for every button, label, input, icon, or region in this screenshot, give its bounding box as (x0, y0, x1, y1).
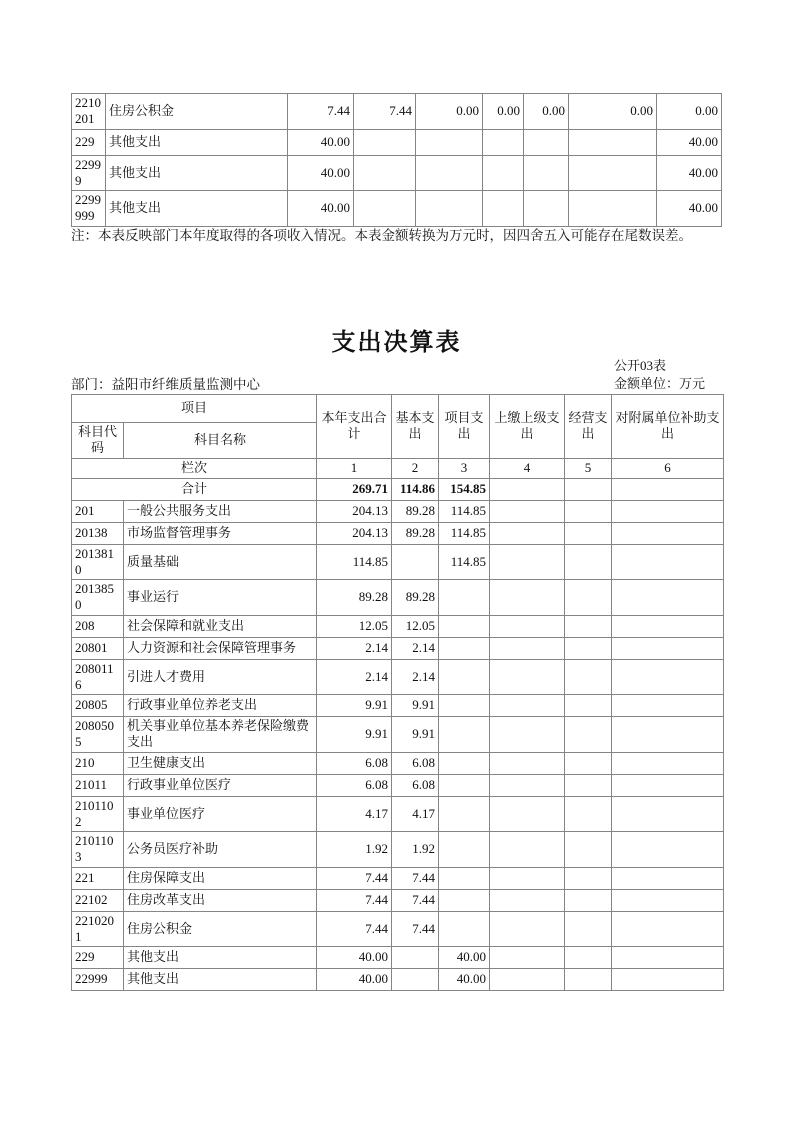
total-value-cell (612, 478, 724, 500)
header-project: 项目 (72, 395, 317, 423)
header-basic-expense: 基本支出 (392, 395, 439, 459)
value-cell (439, 637, 490, 659)
value-cell (439, 752, 490, 774)
value-cell (490, 695, 565, 717)
table-row (72, 695, 724, 717)
subject-name-cell: 其他支出 (124, 947, 317, 969)
value-cell (490, 615, 565, 637)
table-row (72, 796, 724, 832)
expenditure-table (71, 394, 724, 991)
total-label: 合计 (72, 478, 317, 500)
value-cell: 40.00 (288, 155, 354, 191)
value-cell (490, 522, 565, 544)
value-cell: 114.85 (439, 522, 490, 544)
subject-name-cell: 社会保障和就业支出 (124, 615, 317, 637)
value-cell (392, 544, 439, 580)
value-cell (565, 500, 612, 522)
value-cell: 7.44 (392, 889, 439, 911)
table-row (72, 659, 724, 695)
value-cell (612, 832, 724, 868)
subject-name-cell: 事业单位医疗 (124, 796, 317, 832)
value-cell (490, 580, 565, 616)
value-cell (612, 695, 724, 717)
value-cell (612, 544, 724, 580)
value-cell (490, 889, 565, 911)
value-cell: 9.91 (317, 695, 392, 717)
subject-name-cell: 卫生健康支出 (124, 752, 317, 774)
value-cell: 40.00 (439, 969, 490, 991)
value-cell (569, 155, 657, 191)
value-cell (490, 752, 565, 774)
value-cell (565, 947, 612, 969)
value-cell: 0.00 (483, 94, 524, 130)
total-value-cell (490, 478, 565, 500)
table-row (72, 889, 724, 911)
value-cell (439, 911, 490, 947)
value-cell: 1.92 (392, 832, 439, 868)
value-cell: 0.00 (524, 94, 569, 130)
value-cell (565, 544, 612, 580)
value-cell (490, 969, 565, 991)
value-cell: 89.28 (392, 500, 439, 522)
total-value-cell (565, 478, 612, 500)
header-total-expense: 本年支出合计 (317, 395, 392, 459)
value-cell: 9.91 (392, 717, 439, 753)
subject-code-cell: 20801 (72, 637, 124, 659)
value-cell (483, 129, 524, 155)
subject-code-cell: 2210201 (72, 94, 106, 130)
table-row (72, 911, 724, 947)
header-project-expense: 项目支出 (439, 395, 490, 459)
value-cell: 40.00 (288, 129, 354, 155)
value-cell (565, 911, 612, 947)
subject-name-cell: 其他支出 (106, 129, 288, 155)
value-cell (490, 637, 565, 659)
value-cell (439, 717, 490, 753)
value-cell (524, 191, 569, 227)
table-row (72, 580, 724, 616)
value-cell: 40.00 (317, 969, 392, 991)
subject-name-cell: 引进人才费用 (124, 659, 317, 695)
value-cell (490, 947, 565, 969)
column-index-cell: 2 (392, 458, 439, 478)
expenditure-table-body (72, 500, 724, 991)
value-cell (439, 695, 490, 717)
table-row (72, 752, 724, 774)
value-cell: 2.14 (317, 637, 392, 659)
table-row (72, 500, 724, 522)
value-cell: 6.08 (392, 774, 439, 796)
value-cell (565, 796, 612, 832)
value-cell: 40.00 (439, 947, 490, 969)
subject-code-cell: 210 (72, 752, 124, 774)
subject-name-cell: 人力资源和社会保障管理事务 (124, 637, 317, 659)
income-table-continued (71, 93, 722, 227)
subject-code-cell: 20138 (72, 522, 124, 544)
expenditure-table-header (72, 395, 724, 501)
value-cell (392, 969, 439, 991)
table-code-label: 公开03表 (614, 358, 667, 373)
value-cell (612, 889, 724, 911)
subject-code-cell: 229 (72, 129, 106, 155)
income-table-body (72, 94, 722, 227)
value-cell (416, 155, 483, 191)
value-cell (483, 191, 524, 227)
header-upturn-expense: 上缴上级支出 (490, 395, 565, 459)
value-cell (565, 717, 612, 753)
value-cell (490, 500, 565, 522)
value-cell: 12.05 (317, 615, 392, 637)
value-cell: 40.00 (288, 191, 354, 227)
table-row (72, 637, 724, 659)
value-cell: 6.08 (317, 774, 392, 796)
subject-code-cell: 20805 (72, 695, 124, 717)
header-subject-code: 科目代码 (72, 423, 124, 459)
subject-code-cell: 208 (72, 615, 124, 637)
value-cell (565, 774, 612, 796)
value-cell (569, 129, 657, 155)
column-index-cell: 6 (612, 458, 724, 478)
value-cell: 6.08 (317, 752, 392, 774)
subject-code-cell: 22999 (72, 155, 106, 191)
table-row (72, 615, 724, 637)
table-row (72, 867, 724, 889)
value-cell: 9.91 (392, 695, 439, 717)
value-cell: 40.00 (317, 947, 392, 969)
value-cell (490, 832, 565, 868)
value-cell (483, 155, 524, 191)
department-label: 部门：益阳市纤维质量监测中心 (71, 377, 260, 392)
value-cell: 89.28 (317, 580, 392, 616)
value-cell (565, 637, 612, 659)
value-cell: 4.17 (392, 796, 439, 832)
value-cell (490, 796, 565, 832)
table-row (72, 544, 724, 580)
value-cell (565, 832, 612, 868)
subject-name-cell: 行政事业单位医疗 (124, 774, 317, 796)
value-cell (439, 774, 490, 796)
value-cell: 114.85 (439, 544, 490, 580)
value-cell (416, 191, 483, 227)
value-cell (490, 867, 565, 889)
value-cell: 12.05 (392, 615, 439, 637)
table-row (72, 774, 724, 796)
total-value-cell: 114.86 (392, 478, 439, 500)
table-row (72, 947, 724, 969)
table-row (72, 832, 724, 868)
value-cell: 2.14 (317, 659, 392, 695)
value-cell (490, 544, 565, 580)
subject-name-cell: 行政事业单位养老支出 (124, 695, 317, 717)
table-note: 注：本表反映部门本年度取得的各项收入情况。本表金额转换为万元时，因四舍五入可能存在尾数误差。 (71, 228, 692, 243)
subject-code-cell: 2080505 (72, 717, 124, 753)
subject-code-cell: 221 (72, 867, 124, 889)
value-cell (490, 659, 565, 695)
subject-code-cell: 2013810 (72, 544, 124, 580)
subject-code-cell: 2080116 (72, 659, 124, 695)
value-cell (524, 155, 569, 191)
value-cell (439, 832, 490, 868)
value-cell (354, 129, 416, 155)
value-cell (612, 717, 724, 753)
value-cell (612, 911, 724, 947)
column-index-cell: 4 (490, 458, 565, 478)
subject-code-cell: 22999 (72, 969, 124, 991)
value-cell (565, 522, 612, 544)
table-row (72, 155, 722, 191)
value-cell (565, 659, 612, 695)
value-cell (439, 867, 490, 889)
value-cell: 2.14 (392, 659, 439, 695)
subject-code-cell: 2101102 (72, 796, 124, 832)
value-cell: 114.85 (317, 544, 392, 580)
value-cell (565, 867, 612, 889)
value-cell (354, 191, 416, 227)
subject-name-cell: 其他支出 (106, 155, 288, 191)
value-cell: 89.28 (392, 580, 439, 616)
subject-name-cell: 质量基础 (124, 544, 317, 580)
value-cell: 40.00 (657, 129, 722, 155)
value-cell: 0.00 (416, 94, 483, 130)
value-cell: 4.17 (317, 796, 392, 832)
subject-code-cell: 2013850 (72, 580, 124, 616)
value-cell: 7.44 (354, 94, 416, 130)
value-cell: 7.44 (317, 867, 392, 889)
value-cell (565, 969, 612, 991)
value-cell (439, 615, 490, 637)
table-row (72, 969, 724, 991)
value-cell (439, 659, 490, 695)
value-cell (439, 889, 490, 911)
subject-code-cell: 2101103 (72, 832, 124, 868)
value-cell (612, 969, 724, 991)
value-cell (612, 796, 724, 832)
subject-name-cell: 住房公积金 (124, 911, 317, 947)
value-cell (565, 695, 612, 717)
value-cell (392, 947, 439, 969)
total-value-cell: 154.85 (439, 478, 490, 500)
subject-name-cell: 公务员医疗补助 (124, 832, 317, 868)
value-cell (354, 155, 416, 191)
column-index-cell: 3 (439, 458, 490, 478)
value-cell: 0.00 (569, 94, 657, 130)
table-row (72, 129, 722, 155)
subject-code-cell: 2210201 (72, 911, 124, 947)
value-cell: 7.44 (317, 889, 392, 911)
column-index-label: 栏次 (72, 458, 317, 478)
value-cell: 40.00 (657, 191, 722, 227)
value-cell: 0.00 (657, 94, 722, 130)
header-operating-expense: 经营支出 (565, 395, 612, 459)
total-value-cell: 269.71 (317, 478, 392, 500)
page-title: 支出决算表 (331, 330, 462, 356)
value-cell: 9.91 (317, 717, 392, 753)
value-cell: 1.92 (317, 832, 392, 868)
value-cell: 204.13 (317, 500, 392, 522)
table-row (72, 717, 724, 753)
table-row (72, 191, 722, 227)
value-cell (490, 911, 565, 947)
value-cell (612, 947, 724, 969)
subject-code-cell: 22102 (72, 889, 124, 911)
value-cell: 2.14 (392, 637, 439, 659)
value-cell (612, 522, 724, 544)
value-cell (612, 615, 724, 637)
subject-name-cell: 住房公积金 (106, 94, 288, 130)
column-index-cell: 1 (317, 458, 392, 478)
subject-name-cell: 其他支出 (124, 969, 317, 991)
subject-name-cell: 事业运行 (124, 580, 317, 616)
subject-name-cell: 其他支出 (106, 191, 288, 227)
subject-name-cell: 机关事业单位基本养老保险缴费支出 (124, 717, 317, 753)
value-cell: 7.44 (392, 911, 439, 947)
value-cell (612, 637, 724, 659)
table-row (72, 522, 724, 544)
header-subject-name: 科目名称 (124, 423, 317, 459)
value-cell (612, 752, 724, 774)
value-cell: 7.44 (317, 911, 392, 947)
value-cell (416, 129, 483, 155)
table-row (72, 94, 722, 130)
value-cell (524, 129, 569, 155)
subject-name-cell: 住房保障支出 (124, 867, 317, 889)
unit-label: 金额单位：万元 (614, 376, 706, 391)
subject-code-cell: 201 (72, 500, 124, 522)
value-cell: 40.00 (657, 155, 722, 191)
subject-name-cell: 住房改革支出 (124, 889, 317, 911)
value-cell: 6.08 (392, 752, 439, 774)
subject-name-cell: 市场监督管理事务 (124, 522, 317, 544)
value-cell: 89.28 (392, 522, 439, 544)
value-cell (569, 191, 657, 227)
value-cell (439, 796, 490, 832)
value-cell (490, 717, 565, 753)
header-subsidy-expense: 对附属单位补助支出 (612, 395, 724, 459)
value-cell (612, 580, 724, 616)
column-index-cell: 5 (565, 458, 612, 478)
value-cell (612, 867, 724, 889)
value-cell: 114.85 (439, 500, 490, 522)
subject-code-cell: 2299999 (72, 191, 106, 227)
subject-code-cell: 21011 (72, 774, 124, 796)
value-cell (439, 580, 490, 616)
value-cell: 7.44 (392, 867, 439, 889)
subject-name-cell: 一般公共服务支出 (124, 500, 317, 522)
subject-code-cell: 229 (72, 947, 124, 969)
value-cell (565, 580, 612, 616)
value-cell (612, 774, 724, 796)
value-cell (612, 500, 724, 522)
value-cell (565, 615, 612, 637)
value-cell: 7.44 (288, 94, 354, 130)
value-cell (565, 752, 612, 774)
value-cell (565, 889, 612, 911)
value-cell: 204.13 (317, 522, 392, 544)
value-cell (612, 659, 724, 695)
value-cell (490, 774, 565, 796)
